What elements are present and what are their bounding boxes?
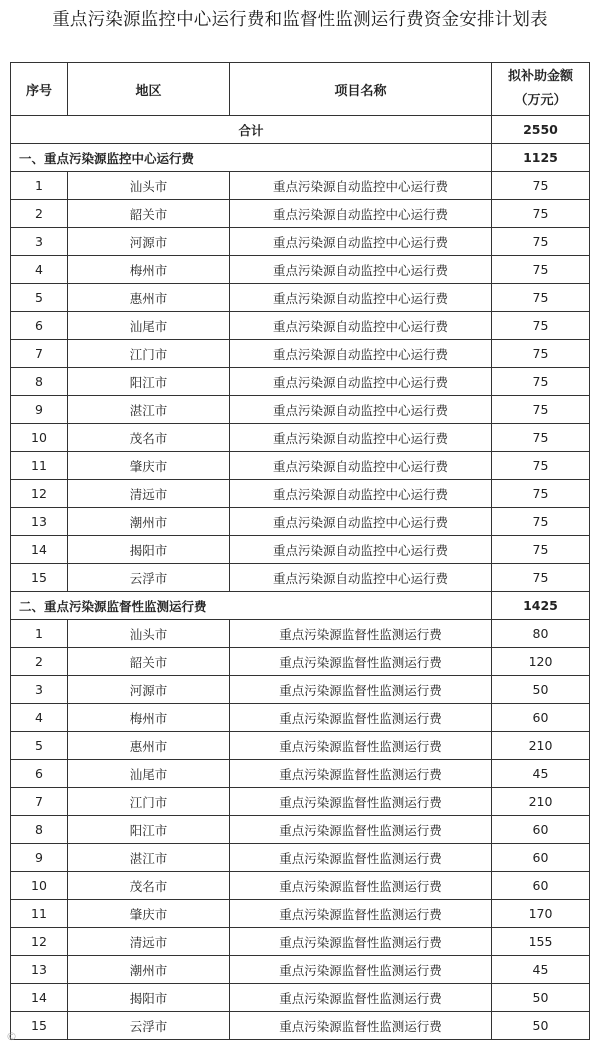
cell-project: 重点污染源监督性监测运行费 — [230, 956, 492, 984]
cell-project: 重点污染源监督性监测运行费 — [230, 900, 492, 928]
cell-seq: 7 — [11, 340, 68, 368]
cell-seq: 4 — [11, 256, 68, 284]
cell-amount: 50 — [492, 676, 590, 704]
cell-seq: 10 — [11, 872, 68, 900]
table-row — [11, 368, 590, 396]
cell-seq: 11 — [11, 900, 68, 928]
cell-project: 重点污染源监督性监测运行费 — [230, 732, 492, 760]
cell-amount: 170 — [492, 900, 590, 928]
cell-seq: 3 — [11, 676, 68, 704]
table-row — [11, 676, 590, 704]
table-row — [11, 536, 590, 564]
cell-project: 重点污染源自动监控中心运行费 — [230, 536, 492, 564]
cell-region: 肇庆市 — [68, 900, 230, 928]
cell-amount: 60 — [492, 844, 590, 872]
table-row — [11, 788, 590, 816]
cell-amount: 45 — [492, 760, 590, 788]
cell-seq: 12 — [11, 480, 68, 508]
cell-project: 重点污染源监督性监测运行费 — [230, 676, 492, 704]
table-row — [11, 760, 590, 788]
cell-seq: 11 — [11, 452, 68, 480]
cell-amount: 60 — [492, 872, 590, 900]
total-amount: 2550 — [492, 116, 590, 144]
header-region: 地区 — [68, 63, 230, 116]
cell-region: 阳江市 — [68, 816, 230, 844]
cell-region: 茂名市 — [68, 424, 230, 452]
cell-region: 韶关市 — [68, 200, 230, 228]
cell-region: 茂名市 — [68, 872, 230, 900]
cell-amount: 80 — [492, 620, 590, 648]
cell-project: 重点污染源监督性监测运行费 — [230, 648, 492, 676]
cell-project: 重点污染源自动监控中心运行费 — [230, 284, 492, 312]
table-row — [11, 256, 590, 284]
cell-project: 重点污染源监督性监测运行费 — [230, 872, 492, 900]
cell-amount: 75 — [492, 256, 590, 284]
table-row — [11, 984, 590, 1012]
cell-seq: 14 — [11, 536, 68, 564]
table-row — [11, 172, 590, 200]
cell-amount: 75 — [492, 424, 590, 452]
cell-seq: 6 — [11, 312, 68, 340]
cell-project: 重点污染源监督性监测运行费 — [230, 704, 492, 732]
cell-project: 重点污染源自动监控中心运行费 — [230, 480, 492, 508]
cell-seq: 8 — [11, 368, 68, 396]
cell-region: 梅州市 — [68, 256, 230, 284]
table-row — [11, 480, 590, 508]
watermark-logo: © — [6, 1030, 17, 1043]
table-row — [11, 284, 590, 312]
cell-amount: 60 — [492, 816, 590, 844]
cell-region: 河源市 — [68, 228, 230, 256]
table-row — [11, 956, 590, 984]
cell-amount: 50 — [492, 984, 590, 1012]
cell-project: 重点污染源自动监控中心运行费 — [230, 564, 492, 592]
table-row — [11, 200, 590, 228]
cell-amount: 75 — [492, 452, 590, 480]
cell-seq: 5 — [11, 732, 68, 760]
cell-region: 河源市 — [68, 676, 230, 704]
table-row — [11, 704, 590, 732]
cell-region: 汕尾市 — [68, 312, 230, 340]
cell-seq: 2 — [11, 648, 68, 676]
cell-region: 云浮市 — [68, 1012, 230, 1040]
table-row — [11, 312, 590, 340]
section-amount: 1425 — [492, 592, 590, 620]
table-row — [11, 452, 590, 480]
cell-seq: 9 — [11, 844, 68, 872]
cell-project: 重点污染源监督性监测运行费 — [230, 788, 492, 816]
total-row — [11, 116, 590, 144]
table-row — [11, 844, 590, 872]
cell-project: 重点污染源自动监控中心运行费 — [230, 312, 492, 340]
table-row — [11, 732, 590, 760]
cell-project: 重点污染源自动监控中心运行费 — [230, 508, 492, 536]
cell-amount: 75 — [492, 200, 590, 228]
cell-amount: 155 — [492, 928, 590, 956]
table-row — [11, 340, 590, 368]
budget-table — [10, 62, 590, 1040]
cell-project: 重点污染源自动监控中心运行费 — [230, 340, 492, 368]
cell-region: 惠州市 — [68, 732, 230, 760]
table-row — [11, 872, 590, 900]
cell-project: 重点污染源监督性监测运行费 — [230, 760, 492, 788]
table-body — [11, 116, 590, 1040]
cell-project: 重点污染源自动监控中心运行费 — [230, 200, 492, 228]
header-amount-line1: 拟补助金额 — [507, 69, 573, 84]
section-row — [11, 592, 590, 620]
cell-region: 湛江市 — [68, 396, 230, 424]
cell-amount: 45 — [492, 956, 590, 984]
cell-region: 潮州市 — [68, 956, 230, 984]
table-header-row — [11, 63, 590, 116]
cell-amount: 75 — [492, 480, 590, 508]
cell-project: 重点污染源自动监控中心运行费 — [230, 368, 492, 396]
cell-region: 惠州市 — [68, 284, 230, 312]
cell-project: 重点污染源监督性监测运行费 — [230, 620, 492, 648]
page-title: 重点污染源监控中心运行费和监督性监测运行费资金安排计划表 — [52, 10, 548, 30]
cell-amount: 120 — [492, 648, 590, 676]
cell-project: 重点污染源自动监控中心运行费 — [230, 228, 492, 256]
cell-seq: 7 — [11, 788, 68, 816]
cell-region: 汕尾市 — [68, 760, 230, 788]
table-row — [11, 900, 590, 928]
cell-amount: 75 — [492, 396, 590, 424]
cell-amount: 75 — [492, 508, 590, 536]
cell-project: 重点污染源自动监控中心运行费 — [230, 424, 492, 452]
cell-seq: 5 — [11, 284, 68, 312]
cell-project: 重点污染源监督性监测运行费 — [230, 1012, 492, 1040]
cell-seq: 13 — [11, 508, 68, 536]
cell-region: 揭阳市 — [68, 536, 230, 564]
cell-region: 清远市 — [68, 928, 230, 956]
cell-seq: 1 — [11, 620, 68, 648]
cell-project: 重点污染源监督性监测运行费 — [230, 844, 492, 872]
table-row — [11, 648, 590, 676]
cell-region: 云浮市 — [68, 564, 230, 592]
cell-seq: 9 — [11, 396, 68, 424]
cell-amount: 75 — [492, 564, 590, 592]
cell-region: 湛江市 — [68, 844, 230, 872]
section-label: 一、重点污染源监控中心运行费 — [11, 144, 492, 172]
cell-seq: 15 — [11, 564, 68, 592]
cell-region: 潮州市 — [68, 508, 230, 536]
table-row — [11, 396, 590, 424]
cell-region: 江门市 — [68, 788, 230, 816]
total-label: 合计 — [11, 116, 492, 144]
cell-region: 汕头市 — [68, 172, 230, 200]
section-amount: 1125 — [492, 144, 590, 172]
cell-region: 江门市 — [68, 340, 230, 368]
cell-region: 揭阳市 — [68, 984, 230, 1012]
table-row — [11, 564, 590, 592]
cell-seq: 1 — [11, 172, 68, 200]
table-row — [11, 928, 590, 956]
cell-amount: 60 — [492, 704, 590, 732]
section-row — [11, 144, 590, 172]
cell-project: 重点污染源自动监控中心运行费 — [230, 172, 492, 200]
table-row — [11, 1012, 590, 1040]
header-amount-line2: （万元） — [514, 93, 567, 108]
header-project: 项目名称 — [230, 63, 492, 116]
cell-seq: 6 — [11, 760, 68, 788]
cell-amount: 50 — [492, 1012, 590, 1040]
cell-seq: 8 — [11, 816, 68, 844]
cell-seq: 13 — [11, 956, 68, 984]
cell-seq: 12 — [11, 928, 68, 956]
cell-amount: 75 — [492, 340, 590, 368]
cell-amount: 75 — [492, 228, 590, 256]
cell-amount: 75 — [492, 312, 590, 340]
cell-project: 重点污染源监督性监测运行费 — [230, 816, 492, 844]
cell-seq: 2 — [11, 200, 68, 228]
cell-region: 清远市 — [68, 480, 230, 508]
cell-region: 阳江市 — [68, 368, 230, 396]
cell-project: 重点污染源监督性监测运行费 — [230, 984, 492, 1012]
cell-region: 梅州市 — [68, 704, 230, 732]
cell-amount: 75 — [492, 172, 590, 200]
cell-project: 重点污染源自动监控中心运行费 — [230, 396, 492, 424]
cell-amount: 210 — [492, 788, 590, 816]
cell-seq: 14 — [11, 984, 68, 1012]
cell-seq: 15 — [11, 1012, 68, 1040]
cell-amount: 75 — [492, 284, 590, 312]
cell-region: 汕头市 — [68, 620, 230, 648]
cell-seq: 4 — [11, 704, 68, 732]
cell-region: 韶关市 — [68, 648, 230, 676]
table-row — [11, 424, 590, 452]
cell-amount: 75 — [492, 536, 590, 564]
cell-region: 肇庆市 — [68, 452, 230, 480]
cell-amount: 75 — [492, 368, 590, 396]
table-row — [11, 228, 590, 256]
table-row — [11, 620, 590, 648]
section-label: 二、重点污染源监督性监测运行费 — [11, 592, 492, 620]
cell-project: 重点污染源自动监控中心运行费 — [230, 256, 492, 284]
cell-project: 重点污染源监督性监测运行费 — [230, 928, 492, 956]
cell-amount: 210 — [492, 732, 590, 760]
table-row — [11, 816, 590, 844]
cell-seq: 3 — [11, 228, 68, 256]
table-row — [11, 508, 590, 536]
cell-seq: 10 — [11, 424, 68, 452]
header-seq: 序号 — [11, 63, 68, 116]
header-amount — [492, 63, 590, 116]
cell-project: 重点污染源自动监控中心运行费 — [230, 452, 492, 480]
